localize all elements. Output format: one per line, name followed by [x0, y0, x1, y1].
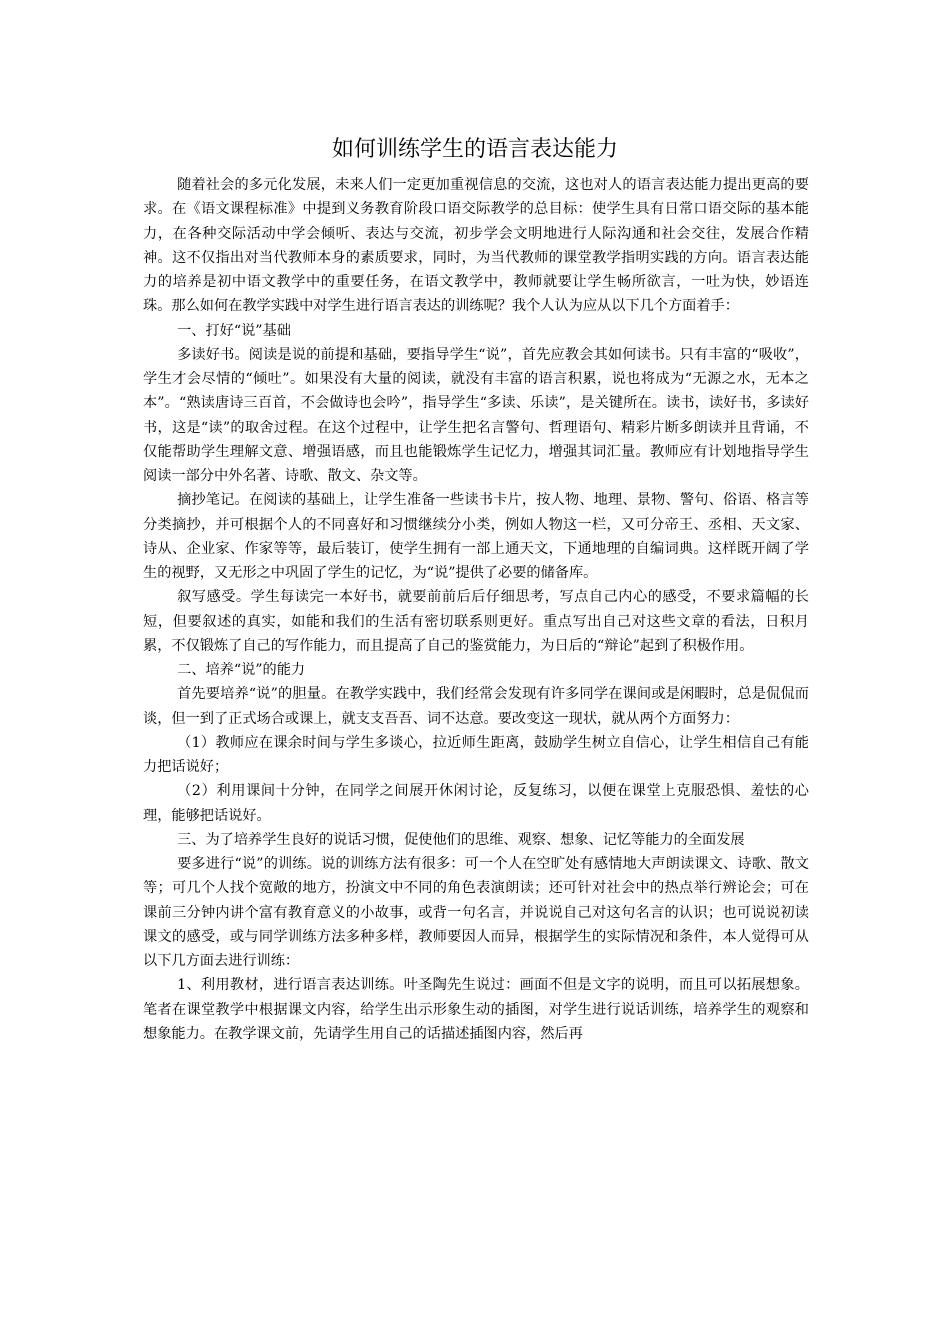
paragraph-read-books: 多读好书。阅读是说的前提和基础，要指导学生“说”，首先应教会其如何读书。只有丰富的“吸收”，学生才会尽情的“倾吐”。如果没有大量的阅读，就没有丰富的语言积累，说也将成为“无源之水，无本之本”。“熟读唐诗三百首，不会做诗也会吟”，指导学生“多读、乐读”，是关键所在。读书，读好书，多读好书，这是“读”的取舍过程。在这个过程中，让学生把名言警句、哲理语句、精彩片断多朗读并且背诵，不仅能帮助学生理解文意、增强语感，而且也能锻炼学生记忆力，增强其词汇量。教师应有计划地指导学生阅读一部分中外名著、诗歌、散文、杂文等。 — [143, 346, 809, 484]
paragraph-notes: 摘抄笔记。在阅读的基础上，让学生准备一些读书卡片，按人物、地理、景物、警句、俗语、格言等分类摘抄，并可根据个人的不同喜好和习惯继续分小类，例如人物这一栏，又可分帝王、丞相、天文家、诗从、企业家、作家等等，最后装订，使学生拥有一部上通天文，下通地理的自编词典。这样既开阔了学生的视野，又无形之中巩固了学生的记忆，为“说”提供了必要的储备库。 — [143, 492, 809, 581]
paragraph-courage: 首先要培养“说”的胆量。在教学实践中，我们经常会发现有许多同学在课间或是闲暇时，总是侃侃而谈，但一到了正式场合或课上，就支支吾吾、词不达意。要改变这一现状，就从两个方面努力： — [143, 686, 809, 727]
document-title: 如何训练学生的语言表达能力 — [331, 137, 618, 162]
section-heading-2: 二、培养“说”的能力 — [177, 662, 306, 678]
paragraph-item-2: （2）利用课间十分钟，在同学之间展开休闲讨论，反复练习，以便在课堂上克服恐惧、羞怯的心理，能够把话说好。 — [143, 783, 809, 824]
section-heading-3: 三、为了培养学生良好的说话习惯，促使他们的思维、观察、想象、记忆等能力的全面发展 — [177, 831, 745, 848]
paragraph-textbook: 1、利用教材，进行语言表达训练。叶圣陶先生说过：画面不但是文字的说明，而且可以拓展想象。笔者在课堂教学中根据课文内容，给学生出示形象生动的插图，对学生进行说话训练，培养学生的观察和想象能力。在教学课文前，先请学生用自己的话描述插图内容，然后再 — [143, 977, 809, 1042]
section-heading-1: 一、打好“说”基础 — [177, 322, 291, 339]
paragraph-feelings: 叙写感受。学生每读完一本好书，就要前前后后仔细思考，写点自己内心的感受，不要求篇幅的长短，但要叙述的真实，如能和我们的生活有密切联系则更好。重点写出自己对这些文章的看法，日积月累，不仅锻炼了自己的写作能力，而且提高了自己的鉴赏能力，为日后的“辩论”起到了积极作用。 — [143, 589, 809, 654]
document-body — [143, 173, 809, 1046]
paragraph-training: 要多进行“说”的训练。说的训练方法有很多：可一个人在空旷处有感情地大声朗读课文、诗歌、散文等；可几个人找个宽敞的地方，扮演文中不同的角色表演朗读；还可针对社会中的热点举行辨论会；可在课前三分钟内讲个富有教育意义的小故事，或背一句名言，并说说自己对这句名言的认识；也可说说初读课文的感受，或与同学训练方法多种多样，教师要因人而异，根据学生的实际情况和条件，本人觉得可从以下几方面去进行训练： — [143, 856, 809, 969]
paragraph-intro: 随着社会的多元化发展，未来人们一定更加重视信息的交流，这也对人的语言表达能力提出更高的要求。在《语文课程标准》中提到义务教育阶段口语交际教学的总目标：使学生具有日常口语交际的基本能力，在各种交际活动中学会倾听、表达与交流，初步学会文明地进行人际沟通和社会交往，发展合作精神。这不仅指出对当代教师本身的素质要求，同时，为当代教师的课堂教学指明实践的方向。语言表达能力的培养是初中语文教学中的重要任务，在语文教学中，教师就要让学生畅所欲言，一吐为快，妙语连珠。那么如何在教学实践中对学生进行语言表达的训练呢？我个人认为应从以下几个方面着手： — [143, 177, 809, 315]
paragraph-item-1: （1）教师应在课余时间与学生多谈心，拉近师生距离，鼓励学生树立自信心，让学生相信自己有能力把话说好； — [143, 734, 809, 775]
